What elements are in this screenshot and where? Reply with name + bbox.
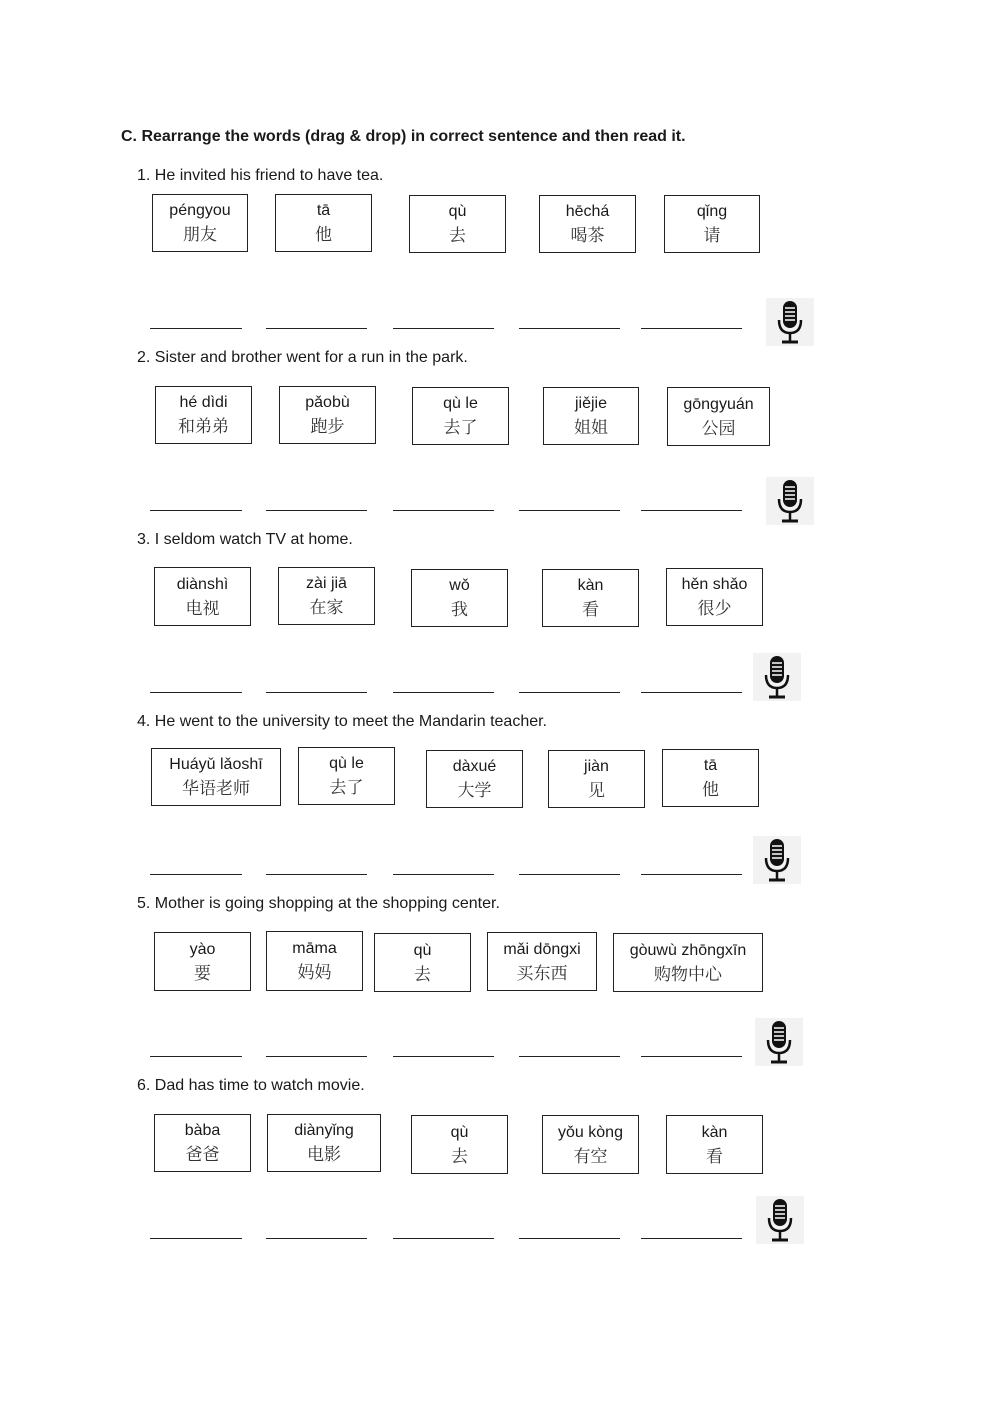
word-tile[interactable] (666, 568, 763, 626)
hanzi-text: 和弟弟 (178, 417, 229, 437)
answer-slot[interactable] (150, 510, 242, 511)
word-tile[interactable] (151, 748, 281, 806)
answer-slot[interactable] (519, 1238, 620, 1239)
hanzi-text: 大学 (457, 781, 492, 801)
word-tile[interactable] (279, 386, 376, 444)
hanzi-text: 见 (588, 781, 605, 801)
hanzi-text: 要 (194, 963, 211, 984)
question-2-prompt: 2. Sister and brother went for a run in the park. (137, 349, 468, 366)
answer-slot[interactable] (150, 1238, 242, 1239)
pinyin-text: qù le (329, 755, 364, 772)
pinyin-text: dàxué (452, 758, 497, 775)
pinyin-text: yǒu kòng (558, 1123, 623, 1141)
answer-slot[interactable] (266, 328, 367, 329)
hanzi-text: 我 (451, 600, 468, 620)
heading: C. Rearrange the words (drag & drop) in correct sentence and then read it. (121, 128, 686, 145)
hanzi-text: 很少 (697, 599, 732, 619)
word-tile[interactable] (152, 194, 248, 252)
question-1-prompt: 1. He invited his friend to have tea. (137, 167, 384, 184)
word-tile[interactable] (154, 567, 251, 626)
answer-slot[interactable] (519, 1056, 620, 1057)
word-tile[interactable] (374, 933, 471, 992)
microphone-icon[interactable] (753, 836, 801, 884)
microphone-icon[interactable] (766, 477, 814, 525)
pinyin-text: māma (292, 940, 337, 957)
hanzi-text: 去了 (443, 418, 478, 438)
pinyin-text: tā (703, 757, 718, 774)
hanzi-text: 看 (582, 600, 599, 620)
word-tile[interactable] (666, 1115, 763, 1174)
answer-slot[interactable] (150, 1056, 242, 1057)
hanzi-text: 看 (706, 1146, 723, 1167)
answer-slot[interactable] (393, 328, 494, 329)
word-tile[interactable] (154, 932, 251, 991)
pinyin-text: jiějie (574, 395, 607, 412)
word-tile[interactable] (409, 195, 506, 253)
pinyin-text: Huáyǔ lǎoshī (169, 756, 263, 773)
word-tile[interactable] (548, 750, 645, 808)
microphone-icon[interactable] (753, 653, 801, 701)
answer-slot[interactable] (641, 874, 742, 875)
answer-slot[interactable] (150, 328, 242, 329)
pinyin-text: kàn (577, 577, 604, 594)
word-tile[interactable] (613, 933, 763, 992)
hanzi-text: 买东西 (516, 963, 568, 984)
hanzi-text: 妈妈 (297, 963, 332, 983)
pinyin-text: gōngyuán (683, 395, 754, 413)
pinyin-text: qù le (443, 395, 478, 412)
answer-slot[interactable] (393, 1238, 494, 1239)
answer-slot[interactable] (393, 692, 494, 693)
pinyin-text: pǎobù (305, 394, 350, 411)
pinyin-text: tā (316, 202, 331, 219)
microphone-icon[interactable] (766, 298, 814, 346)
hanzi-text: 爸爸 (185, 1145, 220, 1165)
hanzi-text: 去 (451, 1146, 468, 1167)
question-3-prompt: 3. I seldom watch TV at home. (137, 531, 353, 548)
hanzi-text: 电影 (307, 1145, 341, 1165)
word-tile[interactable] (543, 387, 639, 445)
hanzi-text: 喝茶 (570, 226, 605, 246)
answer-slot[interactable] (519, 510, 620, 511)
answer-slot[interactable] (393, 510, 494, 511)
pinyin-text: diànyǐng (294, 1122, 354, 1139)
answer-slot[interactable] (393, 1056, 494, 1057)
pinyin-text: qǐng (696, 203, 728, 220)
word-tile[interactable] (542, 569, 639, 627)
pinyin-text: hēchá (565, 203, 610, 220)
pinyin-text: hé dìdi (179, 394, 228, 411)
hanzi-text: 有空 (573, 1146, 608, 1167)
answer-slot[interactable] (266, 510, 367, 511)
question-4-prompt: 4. He went to the university to meet the Mandarin teacher. (137, 713, 547, 730)
hanzi-text: 去了 (329, 778, 364, 798)
pinyin-text: bàba (184, 1122, 221, 1139)
hanzi-text: 去 (414, 964, 431, 985)
hanzi-text: 他 (702, 780, 719, 800)
answer-slot[interactable] (266, 1056, 367, 1057)
pinyin-text: hěn shǎo (681, 576, 748, 593)
answer-slot[interactable] (519, 692, 620, 693)
word-tile[interactable] (155, 386, 252, 444)
word-tile[interactable] (154, 1114, 251, 1172)
answer-slot[interactable] (519, 874, 620, 875)
word-tile[interactable] (275, 194, 372, 252)
answer-slot[interactable] (641, 1238, 742, 1239)
hanzi-text: 华语老师 (182, 779, 250, 799)
hanzi-text: 购物中心 (654, 964, 722, 985)
answer-slot[interactable] (393, 874, 494, 875)
pinyin-text: mǎi dōngxi (503, 940, 581, 958)
hanzi-text: 姐姐 (574, 418, 608, 438)
pinyin-text: zài jiā (306, 575, 347, 592)
pinyin-text: péngyou (169, 202, 231, 219)
pinyin-text: wǒ (449, 577, 470, 594)
word-tile[interactable] (542, 1115, 639, 1174)
question-6-prompt: 6. Dad has time to watch movie. (137, 1077, 365, 1094)
answer-slot[interactable] (150, 692, 242, 693)
hanzi-text: 朋友 (183, 225, 217, 245)
hanzi-text: 请 (703, 226, 721, 246)
pinyin-text: qù (450, 1123, 469, 1141)
microphone-icon[interactable] (755, 1018, 803, 1066)
word-tile[interactable] (278, 567, 375, 625)
answer-slot[interactable] (641, 1056, 742, 1057)
hanzi-text: 公园 (701, 418, 736, 439)
question-5-prompt: 5. Mother is going shopping at the shopping center. (137, 895, 500, 912)
pinyin-text: diànshì (176, 575, 229, 593)
pinyin-text: qù (413, 941, 432, 959)
hanzi-text: 他 (315, 225, 332, 245)
pinyin-text: kàn (701, 1123, 728, 1141)
answer-slot[interactable] (641, 510, 742, 511)
word-tile[interactable] (267, 1114, 381, 1172)
word-tile[interactable] (667, 387, 770, 446)
word-tile[interactable] (411, 1115, 508, 1174)
answer-slot[interactable] (641, 692, 742, 693)
word-tile[interactable] (426, 750, 523, 808)
word-tile[interactable] (487, 932, 597, 991)
microphone-icon[interactable] (756, 1196, 804, 1244)
hanzi-text: 在家 (309, 598, 344, 618)
word-tile[interactable] (664, 195, 760, 253)
hanzi-text: 跑步 (310, 417, 345, 437)
pinyin-text: gòuwù zhōngxīn (629, 941, 747, 959)
word-tile[interactable] (539, 195, 636, 253)
word-tile[interactable] (662, 749, 759, 807)
answer-slot[interactable] (519, 328, 620, 329)
word-tile[interactable] (266, 931, 363, 991)
pinyin-text: yào (189, 940, 216, 958)
word-tile[interactable] (412, 387, 509, 445)
answer-slot[interactable] (266, 692, 367, 693)
pinyin-text: jiàn (584, 758, 609, 775)
answer-slot[interactable] (266, 1238, 367, 1239)
word-tile[interactable] (298, 747, 395, 805)
hanzi-text: 去 (449, 226, 466, 246)
pinyin-text: qù (448, 203, 467, 220)
word-tile[interactable] (411, 569, 508, 627)
answer-slot[interactable] (150, 874, 242, 875)
answer-slot[interactable] (266, 874, 367, 875)
hanzi-text: 电视 (185, 598, 220, 619)
answer-slot[interactable] (641, 328, 742, 329)
